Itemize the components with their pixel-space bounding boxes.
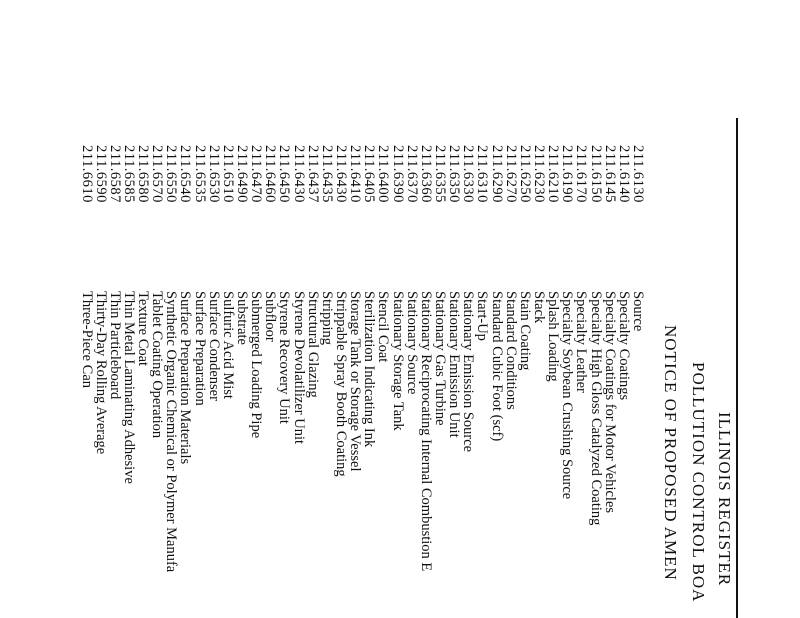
section-row (277, 145, 291, 572)
section-term: Specialty Soybean Crushing Source (559, 291, 576, 500)
section-term: Stationary Gas Turbine (432, 291, 449, 426)
section-term: Standard Conditions (502, 291, 519, 410)
section-number: 211.6450 (276, 145, 293, 203)
section-row (588, 145, 602, 572)
section-term: Specialty Leather (573, 291, 590, 393)
header-rule (736, 118, 738, 618)
section-term: Specialty Coatings for Motor Vehicles (601, 291, 618, 514)
section-row (108, 145, 122, 572)
section-number: 211.6370 (403, 145, 420, 203)
section-number: 211.6140 (615, 145, 632, 203)
section-number: 211.6430 (290, 145, 307, 203)
section-number: 211.6460 (262, 145, 279, 203)
section-number: 211.6610 (78, 145, 95, 203)
section-row (164, 145, 178, 572)
section-number: 211.6587 (106, 145, 123, 203)
section-term: Substrate (234, 291, 251, 345)
section-row (291, 145, 305, 572)
section-row (447, 145, 461, 572)
section-row (235, 145, 249, 572)
section-term: Specialty High Gloss Catalyzed Coating (587, 291, 604, 526)
section-term: Three-Piece Can (78, 291, 95, 389)
section-row (603, 145, 617, 572)
section-row (79, 145, 93, 572)
section-row (574, 145, 588, 572)
section-term: Thin Particleboard (106, 291, 123, 400)
section-number: 211.6410 (347, 145, 364, 203)
section-term: Sterilization Indicating Ink (361, 291, 378, 448)
section-number: 211.6290 (488, 145, 505, 203)
section-row (376, 145, 390, 572)
section-term: Texture Coat (135, 291, 152, 367)
section-row (263, 145, 277, 572)
section-row (221, 145, 235, 572)
section-term: Styrene Devolatilizer Unit (290, 291, 307, 445)
section-row (405, 145, 419, 572)
section-term: Surface Preparation (191, 291, 208, 406)
section-term: Stationary Emission Source (460, 291, 477, 453)
section-term: Sulfuric Acid Mist (219, 291, 236, 399)
section-number: 211.6580 (135, 145, 152, 203)
section-number: 211.6390 (389, 145, 406, 203)
section-number: 211.6470 (248, 145, 265, 203)
section-term: Stationary Reciprocating Internal Combustion E (417, 291, 434, 572)
section-number: 211.6405 (361, 145, 378, 203)
section-term: Specialty Coatings (615, 291, 632, 401)
section-term: Storage Tank or Storage Vessel (347, 291, 364, 472)
section-number: 211.6530 (205, 145, 222, 203)
section-row (532, 145, 546, 572)
section-row (518, 145, 532, 572)
section-term: Subfloor (262, 291, 279, 342)
section-number: 211.6145 (601, 145, 618, 203)
section-row (390, 145, 404, 572)
section-row (249, 145, 263, 572)
section-row (546, 145, 560, 572)
board-title: POLLUTION CONTROL BOA (689, 362, 708, 603)
section-term: Stack (531, 291, 548, 324)
section-term: Tablet Coating Operation (149, 291, 166, 439)
section-number: 211.6430 (333, 145, 350, 203)
section-row (631, 145, 645, 572)
section-number: 211.6360 (417, 145, 434, 203)
section-row (617, 145, 631, 572)
section-number: 211.6230 (531, 145, 548, 203)
section-term: Surface Preparation Materials (177, 291, 194, 465)
section-number: 211.6510 (219, 145, 236, 203)
section-term: Standard Cubic Foot (scf) (488, 291, 505, 442)
section-number: 211.6150 (587, 145, 604, 203)
section-row (122, 145, 136, 572)
section-row (560, 145, 574, 572)
section-row (136, 145, 150, 572)
section-number: 211.6437 (304, 145, 321, 203)
section-row (504, 145, 518, 572)
section-term: Source (630, 291, 646, 332)
section-list (79, 145, 645, 572)
section-term: Stationary Storage Tank (389, 291, 406, 431)
section-number: 211.6570 (149, 145, 166, 203)
section-number: 211.6170 (573, 145, 590, 203)
section-term: Structural Glazing (304, 291, 321, 398)
section-number: 211.6535 (191, 145, 208, 203)
section-term: Surface Condenser (205, 291, 222, 401)
section-row (461, 145, 475, 572)
section-row (150, 145, 164, 572)
section-term: Stain Coating (516, 291, 533, 371)
section-number: 211.6355 (432, 145, 449, 203)
section-number: 211.6350 (446, 145, 463, 203)
section-row (362, 145, 376, 572)
section-term: Stencil Coat (375, 291, 392, 363)
section-number: 211.6490 (234, 145, 251, 203)
section-term: Splash Loading (545, 291, 562, 382)
section-row (207, 145, 221, 572)
section-row (306, 145, 320, 572)
section-row (334, 145, 348, 572)
section-number: 211.6210 (545, 145, 562, 203)
section-row (433, 145, 447, 572)
section-row (489, 145, 503, 572)
section-number: 211.6400 (375, 145, 392, 203)
section-row (320, 145, 334, 572)
section-term: Submerged Loading Pipe (248, 291, 265, 439)
section-number: 211.6590 (92, 145, 109, 203)
section-number: 211.6130 (630, 145, 646, 203)
section-row (475, 145, 489, 572)
section-number: 211.6310 (474, 145, 491, 203)
section-term: Thin Metal Laminating Adhesive (120, 291, 137, 484)
section-term: Stationary Source (403, 291, 420, 395)
section-number: 211.6330 (460, 145, 477, 203)
section-row (348, 145, 362, 572)
section-term: Stationary Emission Unit (446, 291, 463, 438)
section-term: Styrene Recovery Unit (276, 291, 293, 424)
section-row (94, 145, 108, 572)
section-number: 211.6550 (163, 145, 180, 203)
section-number: 211.6250 (516, 145, 533, 203)
notice-title: NOTICE OF PROPOSED AMEN (661, 325, 680, 581)
section-term: Strippable Spray Booth Coating (333, 291, 350, 477)
section-number: 211.6190 (559, 145, 576, 203)
section-row (193, 145, 207, 572)
section-number: 211.6540 (177, 145, 194, 203)
register-title: ILLINOIS REGISTER (715, 412, 734, 587)
section-term: Start-Up (474, 291, 491, 341)
section-row (419, 145, 433, 572)
section-number: 211.6270 (502, 145, 519, 203)
section-term: Stripping (318, 291, 335, 345)
section-number: 211.6585 (120, 145, 137, 203)
section-number: 211.6435 (318, 145, 335, 203)
section-row (178, 145, 192, 572)
section-term: Synthetic Organic Chemical or Polymer Manufa (163, 291, 180, 573)
section-term: Thirty-Day Rolling Average (92, 291, 109, 455)
